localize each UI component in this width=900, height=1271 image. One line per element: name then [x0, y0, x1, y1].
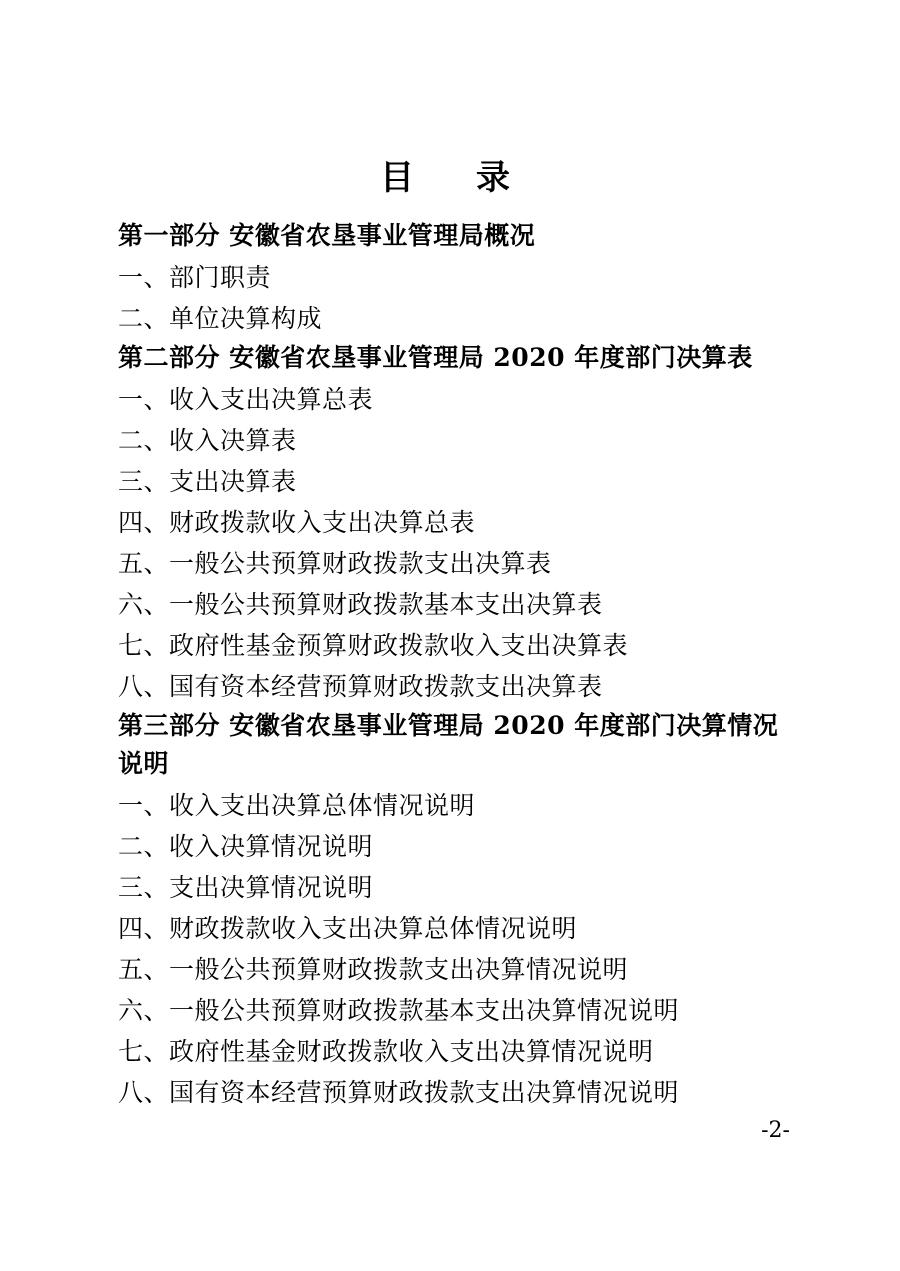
- toc-entry: 二、收入决算情况说明: [118, 832, 374, 861]
- page-number: -2-: [761, 1118, 790, 1143]
- toc-entry: 四、财政拨款收入支出决算总表: [118, 508, 476, 537]
- toc-entry: 六、一般公共预算财政拨款基本支出决算表: [118, 590, 603, 619]
- toc-entry: 七、政府性基金财政拨款收入支出决算情况说明: [118, 1037, 654, 1066]
- toc-entry: 二、收入决算表: [118, 426, 297, 455]
- toc-entry: 三、支出决算情况说明: [118, 873, 374, 902]
- toc-entry: 七、政府性基金预算财政拨款收入支出决算表: [118, 631, 629, 660]
- toc-part-heading: 第二部分 安徽省农垦事业管理局 2020 年度部门决算表: [118, 343, 753, 372]
- toc-entry: 八、国有资本经营预算财政拨款支出决算表: [118, 672, 603, 701]
- toc-entry: 三、支出决算表: [118, 467, 297, 496]
- toc-entry: 五、一般公共预算财政拨款支出决算表: [118, 549, 552, 578]
- toc-entry: 四、财政拨款收入支出决算总体情况说明: [118, 914, 578, 943]
- toc-entry: 五、一般公共预算财政拨款支出决算情况说明: [118, 955, 629, 984]
- toc-entry: 一、部门职责: [118, 263, 272, 292]
- toc-entry: 八、国有资本经营预算财政拨款支出决算情况说明: [118, 1078, 680, 1107]
- table-of-contents: [118, 150, 786, 1113]
- toc-entry: 二、单位决算构成: [118, 304, 323, 333]
- page-title: 目 录: [380, 158, 524, 198]
- toc-entry: 一、收入支出决算总体情况说明: [118, 791, 476, 820]
- toc-entry: 六、一般公共预算财政拨款基本支出决算情况说明: [118, 996, 680, 1025]
- toc-part-heading: 第三部分 安徽省农垦事业管理局 2020 年度部门决算情况说明: [118, 711, 779, 778]
- toc-part-heading: 第一部分 安徽省农垦事业管理局概况: [118, 221, 536, 250]
- toc-entry: 一、收入支出决算总表: [118, 385, 374, 414]
